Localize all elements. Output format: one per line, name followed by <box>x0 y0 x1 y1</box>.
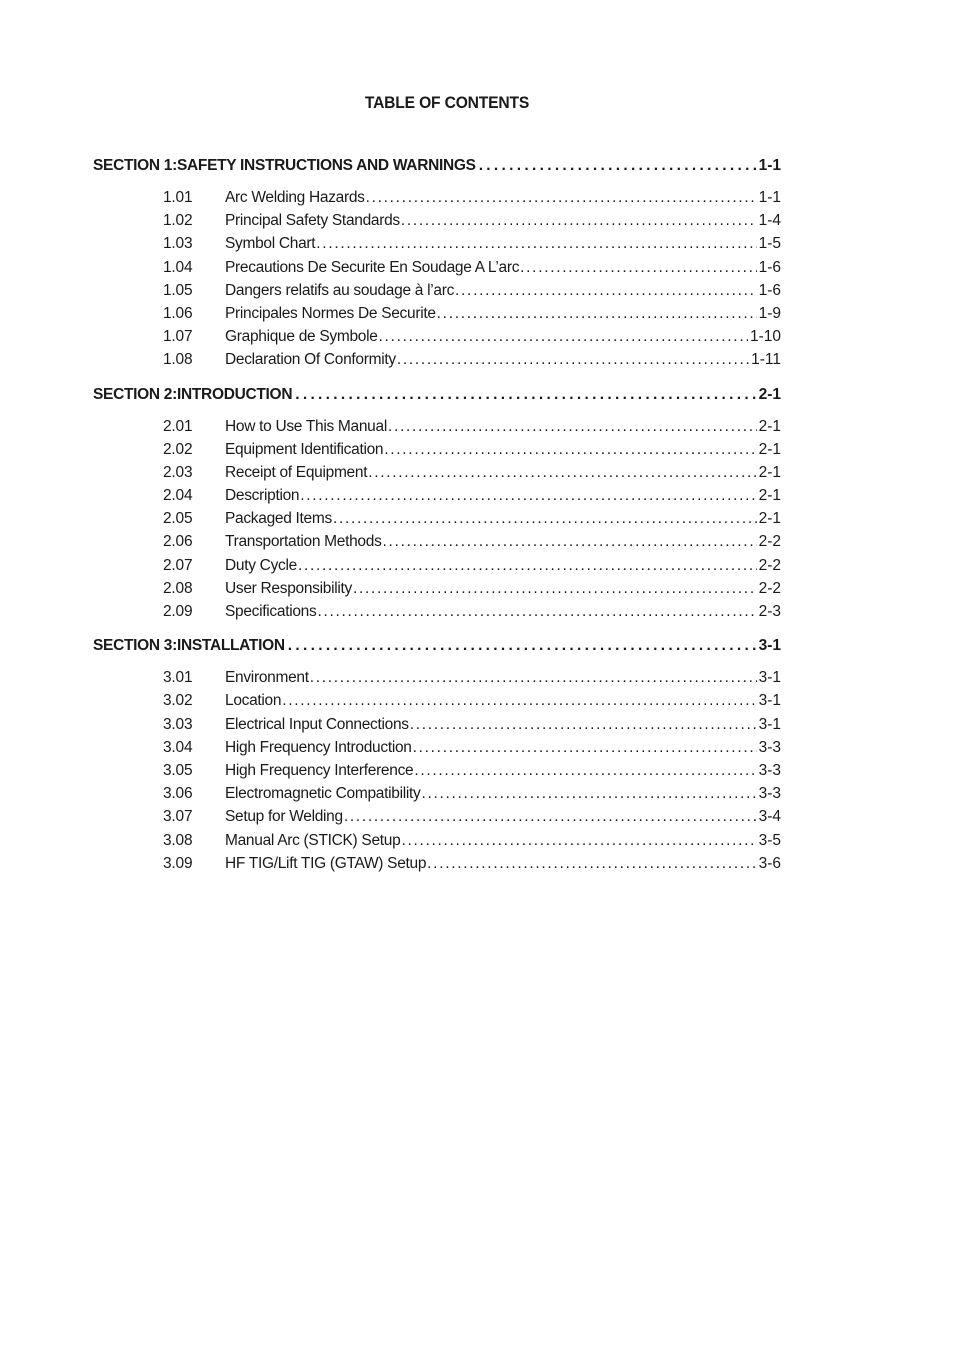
toc-entry-page: 2-2 <box>758 556 781 574</box>
dot-leader <box>368 464 756 482</box>
dot-leader <box>397 351 749 369</box>
toc-section-page: 2-1 <box>758 385 781 403</box>
toc-entry[interactable] <box>93 418 781 441</box>
toc-entry-title: Electrical Input Connections <box>225 715 409 733</box>
dot-leader <box>520 259 756 277</box>
toc-entry-title: Specifications <box>225 603 317 620</box>
toc-entry[interactable] <box>93 487 781 510</box>
toc-section <box>93 386 781 627</box>
toc-entry-page: 3-6 <box>758 854 781 872</box>
dot-leader <box>298 557 757 575</box>
toc-entry-page: 1-9 <box>758 304 781 322</box>
toc-entry[interactable] <box>93 441 781 464</box>
dot-leader <box>295 386 755 404</box>
toc-entry-title: Equipment Identification <box>225 440 384 458</box>
dot-leader <box>316 235 756 253</box>
toc-entry[interactable] <box>93 669 781 692</box>
toc-entry[interactable] <box>93 580 781 603</box>
toc-entry-title: Duty Cycle <box>225 556 297 574</box>
dot-leader <box>384 441 756 459</box>
toc-entry-page: 2-3 <box>758 603 781 620</box>
toc-entry-number: 2.03 <box>163 463 193 481</box>
toc-entry-number: 3.02 <box>163 692 193 710</box>
toc-entry-page: 1-5 <box>758 235 781 253</box>
toc-entry-title: Principales Normes De Securite <box>225 304 436 322</box>
toc-entry-page: 2-2 <box>758 533 781 551</box>
toc-entry-page: 1-10 <box>749 328 781 346</box>
toc-entry[interactable] <box>93 351 781 374</box>
dot-leader <box>333 510 757 528</box>
toc-entry[interactable] <box>93 692 781 715</box>
dot-leader <box>427 855 756 873</box>
toc-entry-number: 3.03 <box>163 715 193 733</box>
toc-entry-number: 2.04 <box>163 487 193 505</box>
toc-entry[interactable] <box>93 464 781 487</box>
toc-entry-page: 1-6 <box>758 258 781 276</box>
toc-entry-number: 2.01 <box>163 417 193 435</box>
toc-entry-page: 2-1 <box>758 487 781 505</box>
toc-entry-title: Dangers relatifs au soudage à l’arc <box>225 281 455 299</box>
dot-leader <box>455 282 757 300</box>
toc-entry-title: Declaration Of Conformity <box>225 351 396 369</box>
toc-entry-page: 2-1 <box>758 463 781 481</box>
toc-entry-title: High Frequency Introduction <box>225 738 412 756</box>
dot-leader <box>388 418 757 436</box>
toc-section-title: SECTION 3:INSTALLATION <box>93 637 285 655</box>
toc-entry-page: 1-1 <box>758 189 781 206</box>
toc-entry-title: Environment <box>225 669 309 687</box>
dot-leader <box>317 603 756 621</box>
dot-leader <box>410 716 757 734</box>
toc-entry-number: 1.01 <box>163 189 193 206</box>
toc-entry[interactable] <box>93 235 781 258</box>
toc-entry-page: 2-1 <box>758 440 781 458</box>
toc-entry-title: Description <box>225 487 300 505</box>
toc-entry-number: 1.02 <box>163 212 193 230</box>
toc-entry[interactable] <box>93 328 781 351</box>
toc-entry-number: 1.04 <box>163 258 193 276</box>
toc-entry-page: 1-11 <box>751 351 781 369</box>
toc-entry[interactable] <box>93 533 781 556</box>
toc-entry-number: 1.07 <box>163 328 193 346</box>
dot-leader <box>379 328 748 346</box>
dot-leader <box>383 533 757 551</box>
toc-entry-number: 2.07 <box>163 556 193 574</box>
dot-leader <box>414 762 756 780</box>
table-of-contents <box>93 157 781 878</box>
toc-entry-title: HF TIG/Lift TIG (GTAW) Setup <box>225 854 427 872</box>
dot-leader <box>310 669 757 687</box>
toc-entry-list <box>93 189 781 375</box>
toc-entry[interactable] <box>93 739 781 762</box>
toc-entry-title: Symbol Chart <box>225 235 316 253</box>
toc-entry-title: Arc Welding Hazards <box>225 189 365 206</box>
toc-entry[interactable] <box>93 762 781 785</box>
toc-entry-number: 3.05 <box>163 761 193 779</box>
toc-entry-list <box>93 669 781 878</box>
toc-entry[interactable] <box>93 212 781 235</box>
toc-entry[interactable] <box>93 259 781 282</box>
dot-leader <box>413 739 757 757</box>
toc-entry-page: 3-1 <box>758 715 781 733</box>
toc-entry-page: 3-4 <box>758 808 781 826</box>
toc-entry-title: Receipt of Equipment <box>225 463 368 481</box>
toc-entry-page: 1-4 <box>758 212 781 230</box>
toc-entry[interactable] <box>93 855 781 878</box>
toc-entry-page: 1-6 <box>758 281 781 299</box>
toc-entry-number: 3.01 <box>163 669 193 687</box>
toc-entry-title: Setup for Welding <box>225 808 343 826</box>
toc-entry-title: Transportation Methods <box>225 533 382 551</box>
toc-entry-number: 2.08 <box>163 579 193 597</box>
toc-entry[interactable] <box>93 832 781 855</box>
toc-entry[interactable] <box>93 808 781 831</box>
toc-entry-page: 2-1 <box>758 417 781 435</box>
toc-entry-number: 3.09 <box>163 854 193 872</box>
toc-entry-page: 3-5 <box>758 831 781 849</box>
dot-leader <box>401 832 756 850</box>
toc-entry-title: Principal Safety Standards <box>225 212 400 230</box>
toc-entry-number: 3.04 <box>163 738 193 756</box>
dot-leader <box>479 157 756 175</box>
toc-section-page: 1-1 <box>758 157 781 174</box>
dot-leader <box>421 785 756 803</box>
toc-entry-page: 3-3 <box>758 785 781 803</box>
dot-leader <box>353 580 757 598</box>
toc-entry-page: 3-1 <box>758 669 781 687</box>
toc-section-heading[interactable] <box>93 386 781 411</box>
toc-entry[interactable] <box>93 603 781 626</box>
toc-entry-title: Location <box>225 692 282 710</box>
dot-leader <box>282 692 756 710</box>
dot-leader <box>366 189 757 207</box>
toc-entry-title: Precautions De Securite En Soudage A L’arc <box>225 258 520 276</box>
toc-entry-number: 1.06 <box>163 304 193 322</box>
toc-entry[interactable] <box>93 785 781 808</box>
toc-entry-title: Manual Arc (STICK) Setup <box>225 831 401 849</box>
toc-entry-number: 2.06 <box>163 533 193 551</box>
dot-leader <box>344 808 757 826</box>
toc-entry-page: 2-1 <box>758 510 781 528</box>
dot-leader <box>300 487 756 505</box>
toc-entry-title: Electromagnetic Compatibility <box>225 785 421 803</box>
toc-entry-page: 2-2 <box>758 579 781 597</box>
toc-entry-number: 3.08 <box>163 831 193 849</box>
toc-entry-number: 2.09 <box>163 603 193 620</box>
toc-entry-title: User Responsibility <box>225 579 352 597</box>
toc-entry-title: How to Use This Manual <box>225 417 387 435</box>
toc-entry-title: Packaged Items <box>225 510 332 528</box>
toc-entry-title: Graphique de Symbole <box>225 328 378 346</box>
toc-entry[interactable] <box>93 282 781 305</box>
toc-section <box>93 157 781 375</box>
toc-section-heading[interactable] <box>93 637 781 662</box>
toc-entry[interactable] <box>93 510 781 533</box>
page-title: TABLE OF CONTENTS <box>364 93 530 112</box>
toc-entry-page: 3-1 <box>758 692 781 710</box>
toc-entry[interactable] <box>93 189 781 212</box>
dot-leader <box>288 637 756 655</box>
dot-leader <box>401 212 757 230</box>
toc-entry-number: 1.03 <box>163 235 193 253</box>
toc-entry-number: 2.02 <box>163 440 193 458</box>
dot-leader <box>437 305 757 323</box>
toc-entry-page: 3-3 <box>758 738 781 756</box>
toc-section <box>93 637 781 878</box>
toc-entry-number: 1.05 <box>163 281 193 299</box>
toc-entry-number: 2.05 <box>163 510 193 528</box>
toc-entry[interactable] <box>93 557 781 580</box>
toc-entry[interactable] <box>93 305 781 328</box>
toc-entry-number: 1.08 <box>163 351 193 369</box>
toc-entry-list <box>93 418 781 627</box>
toc-entry[interactable] <box>93 716 781 739</box>
toc-entry-number: 3.07 <box>163 808 193 826</box>
toc-entry-title: High Frequency Interference <box>225 761 414 779</box>
toc-section-page: 3-1 <box>758 637 781 655</box>
toc-section-title: SECTION 2:INTRODUCTION <box>93 385 293 403</box>
toc-section-title: SECTION 1:SAFETY INSTRUCTIONS AND WARNINGS <box>93 157 476 174</box>
toc-entry-number: 3.06 <box>163 785 193 803</box>
toc-section-heading[interactable] <box>93 157 781 182</box>
toc-entry-page: 3-3 <box>758 761 781 779</box>
